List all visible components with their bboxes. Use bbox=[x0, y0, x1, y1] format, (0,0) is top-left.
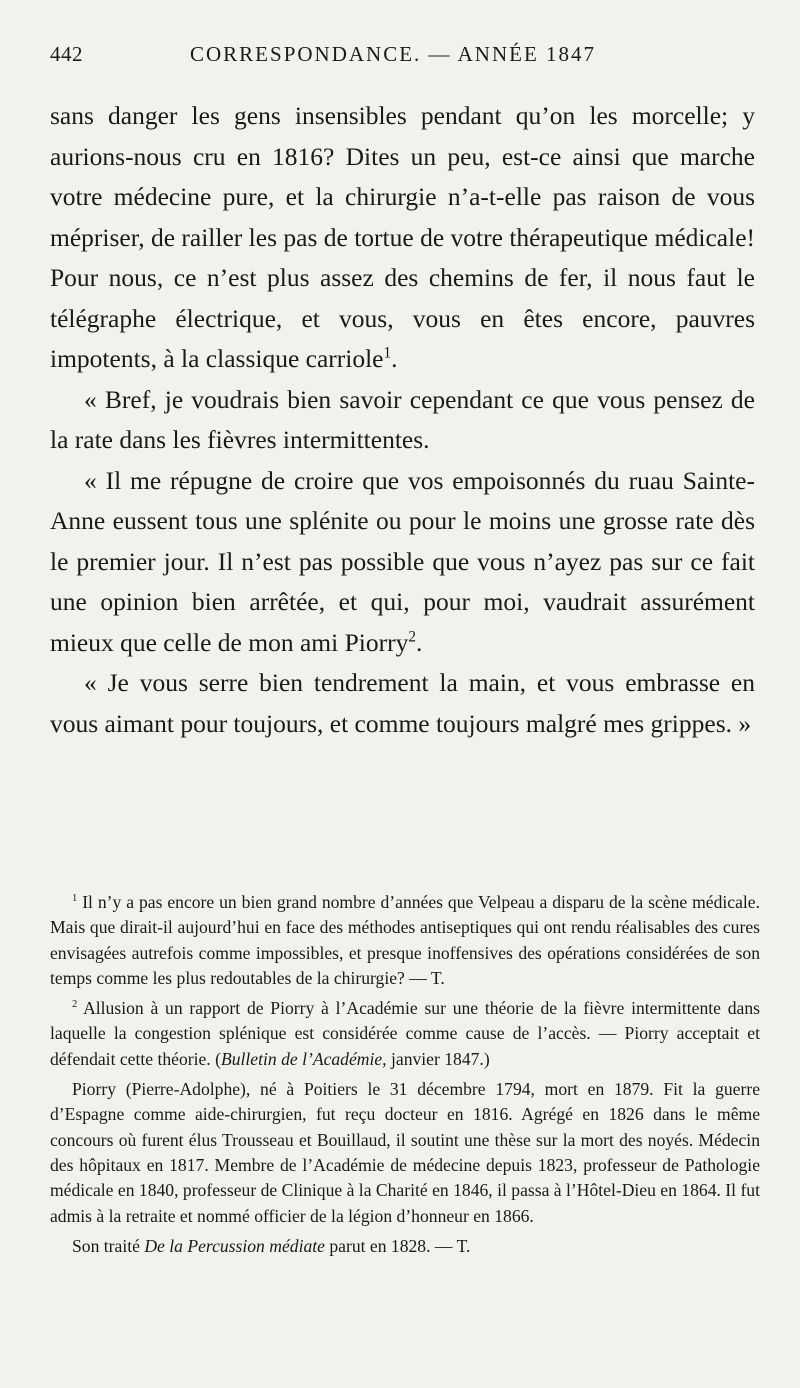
paragraph-text: sans danger les gens insensibles pendant qu’on les morcelle; y aurions-nous cru en 1816? Dites un peu, est-ce ainsi que marche votre médecine pure, et la chirurgie n’a-t-elle pas raison de vous mépriser, de railler les pas de tortue de votre thérapeutique médicale! Pour nous, ce n’est plus assez des chemins de fer, il nous faut le télégraphe électrique, et vous, vous en êtes encore, pauvres impotents, à la classique carriole bbox=[50, 101, 755, 373]
footnotes bbox=[50, 890, 760, 1264]
running-head: CORRESPONDANCE. — ANNÉE 1847 bbox=[190, 42, 597, 66]
paragraph-end: . bbox=[391, 344, 398, 373]
footnote-text: Son traité bbox=[72, 1235, 145, 1256]
footnote-text-end: parut en 1828. — T. bbox=[324, 1235, 471, 1256]
paragraph: « Je vous serre bien tendrement la main, et vous embrasse en vous aimant pour toujours, et comme toujours malgré mes grippes. » bbox=[50, 668, 755, 738]
footnote-ref: 2 bbox=[408, 628, 416, 645]
paragraph-end: . bbox=[415, 627, 423, 657]
footnote-text: Allusion à un rapport de Piorry à l’Académie sur une théorie de la fièvre intermittente dans laquelle la congestion splénique est considérée comme cause de l’accès. — Piorry acceptait et défendait cette théorie. ( bbox=[50, 998, 760, 1069]
book-title: De la Percussion médiate bbox=[144, 1235, 325, 1256]
footnote-text-end: janvier 1847.) bbox=[386, 1048, 490, 1069]
paragraph bbox=[50, 461, 755, 664]
paragraph bbox=[50, 96, 755, 380]
journal-title: Bulletin de l’Académie, bbox=[220, 1048, 387, 1069]
footnote-ref: 1 bbox=[383, 344, 392, 362]
paragraph: « Bref, je voudrais bien savoir cependant ce que vous pensez de la rate dans les fièvres intermittentes. bbox=[50, 384, 755, 454]
footnote-last bbox=[50, 1234, 760, 1259]
footnote bbox=[50, 996, 760, 1072]
footnote-mark: 1 bbox=[72, 893, 78, 905]
paragraph-text: « Il me répugne de croire que vos empoisonnés du ruau Sainte-Anne eussent tous une splénite ou pour le moins une grosse rate dès le premier jour. Il n’est pas possible que vous n’ayez pas sur ce fait une opinion bien arrêtée, et qui, pour moi, vaudrait assurément mieux que celle de mon ami Piorry bbox=[50, 465, 755, 657]
footnote-text: Il n’y a pas encore un bien grand nombre d’années que Velpeau a disparu de la scène médicale. Mais que dirait-il aujourd’hui en face des méthodes antiseptiques qui ont rendu réalisables des cures envisagées autrefois comme impossibles, et presque inoffensives des opérations considérées de son temps comme les plus redoutables de la chirurgie? — T. bbox=[50, 892, 760, 988]
footnote bbox=[50, 890, 760, 991]
main-text bbox=[50, 96, 755, 744]
page-number: 442 bbox=[50, 42, 83, 66]
footnote-biography: Piorry (Pierre-Adolphe), né à Poitiers le 31 décembre 1794, mort en 1879. Fit la guerre d’Espagne comme aide-chirurgien, fut reçu docteur en 1816. Agrégé en 1826 dans le même concours où furent élus Trousseau et Bouillaud, il soutint une thèse sur la mort des noyés. Médecin des hôpitaux en 1817. Membre de l’Académie de médecine depuis 1823, professeur de Pathologie médicale en 1840, professeur de Clinique à la Charité en 1846, il passa à l’Hôtel-Dieu en 1864. Il fut admis à la retraite et nommé officier de la légion d’honneur en 1866. bbox=[50, 1079, 760, 1226]
footnote-mark: 2 bbox=[72, 999, 78, 1011]
